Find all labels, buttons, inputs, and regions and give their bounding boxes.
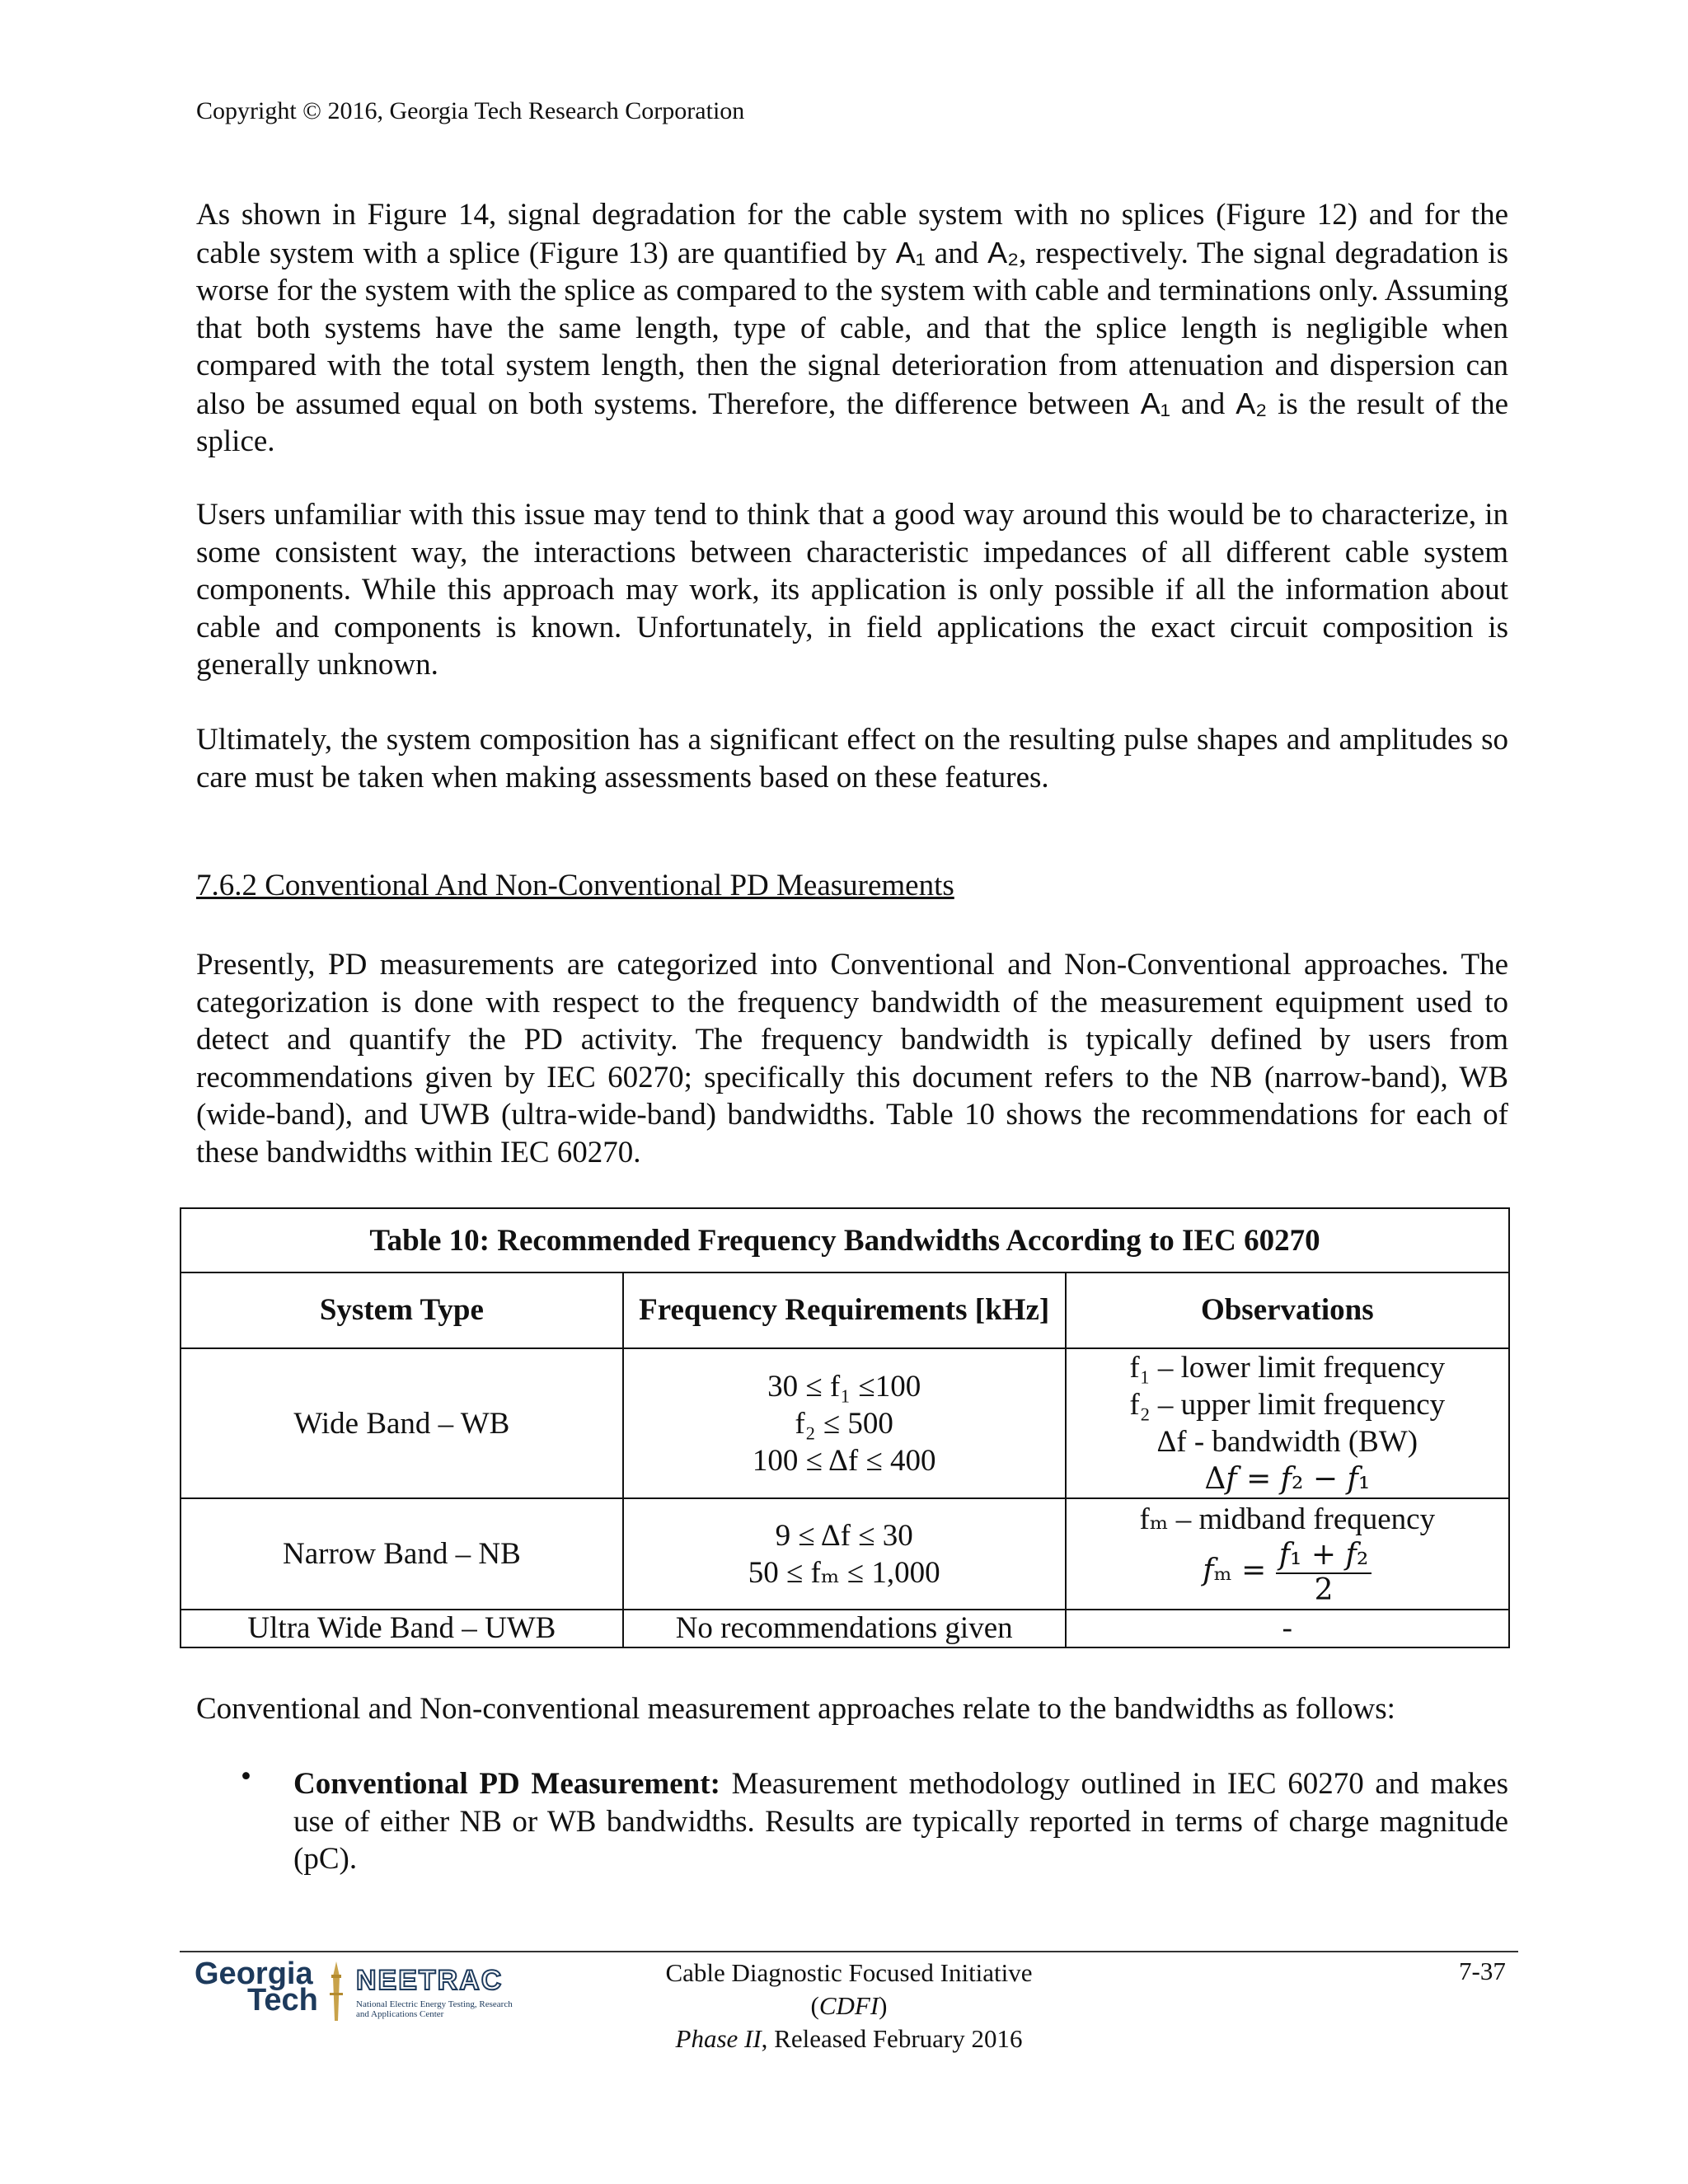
table-row [181, 1348, 1509, 1498]
formula-numerator: 𝑓₁ + 𝑓₂ [1276, 1538, 1372, 1574]
column-header-system-type: System Type [181, 1272, 623, 1348]
freq-line: 9 ≤ Δf ≤ 30 [775, 1518, 913, 1553]
column-header-observations: Observations [1066, 1272, 1509, 1348]
table-caption: Table 10: Recommended Frequency Bandwidths According to IEC 60270 [181, 1208, 1509, 1272]
bandwidth-table [180, 1207, 1510, 1648]
bullet-conventional-pd: Conventional PD Measurement: Measurement methodology outlined in IEC 60270 and makes use of either NB or WB bandwidths. Results are typically reported in terms of charge magnitude (pC). [293, 1767, 1508, 1876]
paragraph-pd-measurements: Presently, PD measurements are categorized into Conventional and Non-Conventional approaches. The categorization is done with respect to the frequency bandwidth of the measurement equipment used to detect and quantify the PD activity. The frequency bandwidth is typically defined by users from recommendations given by IEC 60270; specifically this document refers to the NB (narrow-band), WB (wide-band), and UWB (ultra-wide-band) bandwidths. Table 10 shows the recommendations for each of these bandwidths within IEC 60270. [196, 948, 1508, 1169]
cell-system-nb: Narrow Band – NB [181, 1498, 623, 1610]
freq-line: f₂ ≤ 500 [795, 1406, 893, 1441]
midband-formula [1073, 1538, 1502, 1607]
obs-line: fₘ – midband frequency [1139, 1502, 1436, 1536]
cell-system-uwb: Ultra Wide Band – UWB [181, 1610, 623, 1647]
paragraph-users-unfamiliar: Users unfamiliar with this issue may tend to think that a good way around this would be to characterize, in some consistent way, the interactions between characteristic impedances of all different cable system components. While this approach may work, its application is only possible if all the information about cable and components is known. Unfortunately, in field applications the exact circuit composition is generally unknown. [196, 498, 1508, 682]
cell-obs-wb [1066, 1348, 1509, 1498]
cell-system-wb: Wide Band – WB [181, 1348, 623, 1498]
paragraph-signal-degradation: As shown in Figure 14, signal degradation for the cable system with no splices (Figure 12) and for the cable system with a splice (Figure 13) are quantified by A₁ and A₂, respectively. The signal degradation is worse for the system with the splice as compared to the system with cable and terminations only. Assuming that both systems have the same length, type of cable, and that the splice length is negligible when compared with the total system length, then the signal deterioration from attenuation and dispersion can also be assumed equal on both systems. Therefore, the difference between A₁ and A₂ is the result of the splice. [196, 198, 1508, 458]
logo-tech-text: Tech [247, 1983, 318, 2018]
table-row [181, 1498, 1509, 1610]
bandwidth-formula: Δ𝑓 = 𝑓₂ − 𝑓₁ [1204, 1462, 1371, 1496]
cell-freq-wb [623, 1348, 1066, 1498]
section-heading: 7.6.2 Conventional And Non-Conventional PD Measurements [196, 869, 954, 902]
formula-denominator: 2 [1314, 1573, 1334, 1607]
cell-obs-nb [1066, 1498, 1509, 1610]
obs-line: Δf - bandwidth (BW) [1156, 1425, 1418, 1459]
footer-line-2: Phase II, Released February 2016 [675, 2024, 1023, 2053]
cell-freq-uwb: No recommendations given [623, 1610, 1066, 1647]
freq-line: 100 ≤ Δf ≤ 400 [752, 1443, 936, 1478]
footer-title [626, 1957, 1071, 2055]
formula-fraction [1276, 1538, 1372, 1607]
obs-line: f₂ – upper limit frequency [1129, 1388, 1446, 1422]
page-number: 7-37 [1459, 1957, 1506, 1985]
copyright-header: Copyright © 2016, Georgia Tech Research Corporation [196, 97, 745, 124]
bullet-icon: • [241, 1760, 251, 1793]
footer-divider [180, 1951, 1518, 1952]
logo-neetrac-subtitle-1: National Electric Energy Testing, Research [356, 1999, 513, 2009]
paragraph-system-composition: Ultimately, the system composition has a significant effect on the resulting pulse shapes and amplitudes so care must be taken when making assessments based on these features. [196, 723, 1508, 794]
table-row [181, 1610, 1509, 1647]
footer-line-1: Cable Diagnostic Focused Initiative (CDFI) [665, 1958, 1033, 2020]
paragraph-approaches: Conventional and Non-conventional measurement approaches relate to the bandwidths as follows: [196, 1692, 1395, 1726]
logo-neetrac-text: NEETRAC [356, 1965, 504, 1996]
cell-obs-uwb: - [1066, 1610, 1509, 1647]
freq-line: 30 ≤ f₁ ≤100 [767, 1369, 921, 1404]
cell-freq-nb [623, 1498, 1066, 1610]
logo-neetrac-subtitle-2: and Applications Center [356, 2009, 444, 2019]
formula-lhs: 𝑓ₘ = [1203, 1554, 1267, 1587]
georgia-tech-neetrac-logo [195, 1957, 541, 2026]
logo-tower-icon [326, 1960, 346, 2022]
bullet-bold-label: Conventional PD Measurement: [293, 1767, 720, 1801]
obs-line: f₁ – lower limit frequency [1129, 1351, 1446, 1385]
freq-line: 50 ≤ fₘ ≤ 1,000 [748, 1555, 940, 1590]
logo-georgia-text: Georgia [195, 1957, 313, 1991]
column-header-frequency: Frequency Requirements [kHz] [623, 1272, 1066, 1348]
